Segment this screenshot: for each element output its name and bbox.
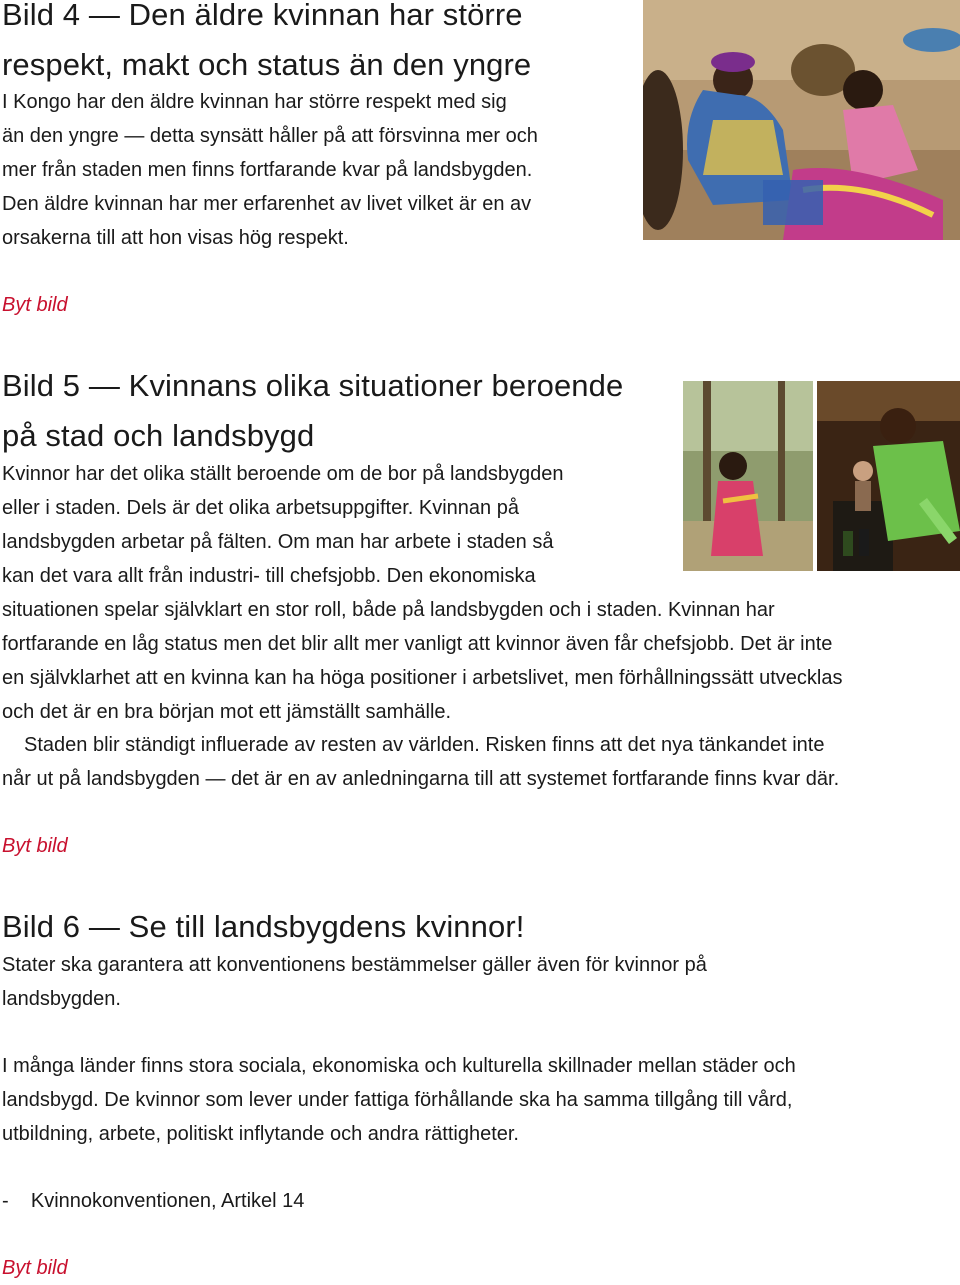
body-line: landsbygden arbetar på fälten. Om man har arbete i staden så xyxy=(2,531,554,553)
body-line: fortfarande en låg status men det blir allt mer vanligt att kvinnor även får chefsjobb. Det är inte xyxy=(2,633,833,655)
body-line: eller i staden. Dels är det olika arbetsuppgifter. Kvinnan på xyxy=(2,497,519,519)
section-title-line-2: på stad och landsbygd xyxy=(2,418,315,453)
body-line: Stater ska garantera att konventionens bestämmelser gäller även för kvinnor på xyxy=(2,954,707,976)
body-line: landsbygd. De kvinnor som lever under fattiga förhållande ska ha samma tillgång till vård, xyxy=(2,1089,793,1111)
change-image-link[interactable]: Byt bild xyxy=(2,1257,68,1279)
body-line: Kvinnor har det olika ställt beroende om de bor på landsbygden xyxy=(2,463,564,485)
section-title-line-1: Bild 4 — Den äldre kvinnan har större xyxy=(2,0,523,32)
body-line: orsakerna till att hon visas hög respekt. xyxy=(2,227,349,249)
section-title-line-2: respekt, makt och status än den yngre xyxy=(2,47,532,82)
photo-women-sitting xyxy=(643,0,960,240)
citation: - Kvinnokonventionen, Artikel 14 xyxy=(2,1190,305,1212)
section-title-line-1: Bild 5 — Kvinnans olika situationer beroende xyxy=(2,368,624,403)
body-line: en självklarhet att en kvinna kan ha höga positioner i arbetslivet, men förhållningssätt utvecklas xyxy=(2,667,843,689)
body-line: än den yngre — detta synsätt håller på att försvinna mer och xyxy=(2,125,538,147)
body-line: och det är en bra början mot ett jämställt samhälle. xyxy=(2,701,452,723)
body-line: utbildning, arbete, politiskt inflytande och andra rättigheter. xyxy=(2,1123,519,1145)
body-line: I många länder finns stora sociala, ekonomiska och kulturella skillnader mellan städer och xyxy=(2,1055,796,1077)
body-line: landsbygden. xyxy=(2,988,121,1010)
body-line: Den äldre kvinnan har mer erfarenhet av livet vilket är en av xyxy=(2,193,532,215)
body-text: Staden blir ständigt influerade av resten av världen. Risken finns att det nya tänkandet inte xyxy=(24,734,825,756)
section-title: Bild 6 — Se till landsbygdens kvinnor! xyxy=(2,909,525,944)
body-line: I Kongo har den äldre kvinnan har större respekt med sig xyxy=(2,91,507,113)
body-line: når ut på landsbygden — det är en av anledningarna till att systemet fortfarande finns kvar där. xyxy=(2,768,840,790)
photo-rural-and-urban-women xyxy=(683,381,960,571)
change-image-link[interactable]: Byt bild xyxy=(2,294,68,316)
body-line: mer från staden men finns fortfarande kvar på landsbygden. xyxy=(2,159,533,181)
body-line-indented xyxy=(2,728,825,762)
body-line: situationen spelar självklart en stor roll, både på landsbygden och i staden. Kvinnan har xyxy=(2,599,775,621)
body-line: kan det vara allt från industri- till chefsjobb. Den ekonomiska xyxy=(2,565,536,587)
change-image-link[interactable]: Byt bild xyxy=(2,835,68,857)
